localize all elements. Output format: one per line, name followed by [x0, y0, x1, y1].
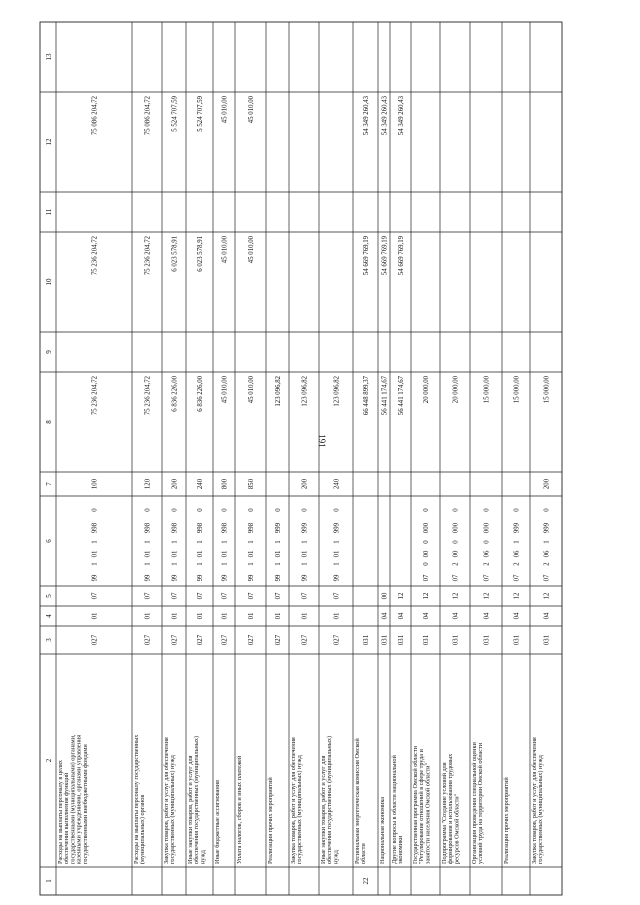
cell-code-part: 06	[513, 550, 521, 558]
column-number: 7	[45, 482, 53, 486]
column-number: 4	[45, 614, 53, 618]
column-number: 3	[45, 638, 53, 642]
cell-code-part: 1	[543, 540, 551, 544]
cell-c7: 800	[221, 478, 229, 490]
cell-c5: 07	[91, 592, 99, 600]
cell-amount-c8: 20 000,00	[423, 376, 430, 404]
cell-code-part: 06	[483, 550, 491, 558]
cell-code-part: 07	[452, 574, 460, 582]
column-number: 12	[45, 138, 53, 146]
cell-code-part: 99	[171, 574, 179, 582]
cell-c5: 07	[301, 592, 309, 600]
cell-c3: 027	[275, 634, 282, 646]
cell-code-part: 1	[275, 540, 282, 544]
cell-code-part: 0	[91, 508, 99, 512]
row-description: Расходы на выплаты персоналу в целях	[57, 760, 64, 864]
row-description: обеспечения государственных (муниципальных)	[193, 735, 201, 864]
cell-code-part: 99	[333, 574, 341, 582]
cell-c4: 01	[91, 612, 99, 620]
column-number: 8	[45, 420, 53, 424]
cell-amount-c10: 6 023 578,91	[171, 236, 179, 272]
cell-c4: 04	[398, 612, 405, 620]
cell-c5: 07	[171, 592, 179, 600]
row-description: нужд	[332, 850, 340, 864]
cell-code-part: 0	[171, 508, 179, 512]
cell-code-part: 1	[333, 562, 341, 566]
cell-code-part: 2	[513, 562, 521, 566]
cell-amount-c12: 45 010,00	[248, 96, 255, 124]
row-description: государственными (муниципальными) органами,	[69, 734, 77, 864]
cell-code-part: 0	[333, 508, 341, 512]
cell-code-part: 99	[221, 574, 229, 582]
row-description: Иные закупки товаров, работ и услуг для	[187, 755, 194, 864]
row-description: Государственная программа Омской области	[412, 746, 419, 864]
cell-c3: 031	[543, 634, 551, 646]
row-description: Иные закупки товаров, работ и услуг для	[320, 755, 327, 864]
cell-code-part: 2	[452, 562, 460, 566]
cell-amount-c8: 45 010,00	[221, 376, 229, 404]
cell-c5: 12	[483, 592, 491, 600]
column-number: 2	[45, 758, 53, 763]
cell-code-part: 99	[248, 574, 255, 582]
cell-code-part: 0	[423, 508, 430, 512]
cell-amount-c8: 45 010,00	[248, 376, 255, 404]
cell-c4: 04	[513, 612, 521, 620]
cell-code-part: 000	[423, 522, 430, 534]
cell-code-part: 99	[301, 574, 309, 582]
cell-code-part: 0	[197, 508, 204, 512]
cell-code-part: 99	[197, 574, 204, 582]
row-description: государственными внебюджетными фондами	[81, 744, 89, 864]
cell-amount-c12: 54 349 260,43	[381, 96, 389, 136]
cell-code-part: 0	[423, 540, 430, 544]
row-description: формирования и использования трудовых	[447, 753, 455, 864]
column-number: 1	[45, 879, 53, 883]
row-description: условий труда на территории Омской области	[477, 742, 485, 864]
cell-c3: 027	[333, 634, 341, 646]
cell-c5: 12	[513, 592, 521, 600]
cell-code-part: 01	[333, 550, 341, 558]
cell-c4: 01	[221, 612, 229, 620]
table-grid	[40, 22, 562, 895]
cell-amount-c8: 6 836 226,00	[171, 376, 179, 412]
cell-c3: 027	[301, 634, 309, 646]
cell-amount-c8: 56 441 174,67	[398, 376, 405, 416]
cell-c7: 240	[197, 478, 204, 490]
row-description: Другие вопросы в области национальной	[391, 755, 398, 864]
cell-code-part: 1	[171, 540, 179, 544]
cell-c3: 027	[221, 634, 229, 646]
cell-c4: 01	[275, 612, 282, 620]
cell-amount-c10: 54 669 769,19	[381, 236, 389, 276]
cell-amount-c10: 75 236 204,72	[91, 236, 99, 276]
cell-amount-c12: 5 524 707,59	[171, 96, 179, 132]
cell-c4: 04	[423, 612, 430, 620]
row-description: Подпрограмма "Создание условий для	[441, 762, 448, 864]
cell-code-part: 1	[333, 540, 341, 544]
row-description: обеспечения выполнения функций	[63, 772, 71, 864]
cell-c7: 200	[171, 478, 179, 490]
cell-code-part: 999	[301, 522, 309, 534]
cell-c5: 12	[398, 592, 405, 600]
cell-c7: 100	[91, 478, 99, 490]
cell-code-part: 0	[513, 508, 521, 512]
cell-c5: 12	[423, 592, 430, 600]
cell-code-part: 1	[221, 562, 229, 566]
cell-amount-c12: 54 349 260,43	[398, 96, 405, 136]
cell-code-part: 999	[275, 522, 282, 534]
cell-amount-c8: 56 441 174,67	[381, 376, 389, 416]
row-description: Национальная экономика	[379, 796, 386, 864]
row-description: Иные бюджетные ассигнования	[214, 780, 221, 864]
cell-c4: 01	[301, 612, 309, 620]
cell-c4: 04	[452, 612, 460, 620]
cell-c7: 850	[248, 478, 255, 490]
cell-code-part: 99	[144, 574, 152, 582]
cell-code-part: 0	[301, 508, 309, 512]
cell-amount-c10: 54 669 769,19	[398, 236, 405, 276]
cell-c4: 01	[144, 612, 152, 620]
cell-code-part: 1	[301, 540, 309, 544]
cell-c3: 027	[144, 634, 152, 646]
row-description: Закупка товаров, работ и услуг для обеспечения	[290, 737, 297, 864]
cell-code-part: 1	[221, 540, 229, 544]
row-description: Региональная энергетическая комиссия Омской	[354, 738, 361, 864]
cell-c5: 12	[543, 592, 551, 600]
cell-amount-c12: 45 010,00	[221, 96, 229, 124]
cell-c5: 07	[221, 592, 229, 600]
cell-c5: 07	[197, 592, 204, 600]
cell-c4: 04	[381, 612, 389, 620]
cell-amount-c12: 5 524 707,59	[197, 96, 204, 132]
row-description: экономики	[397, 835, 405, 864]
cell-amount-c8: 15 000,00	[513, 376, 521, 404]
cell-code-part: 01	[275, 550, 282, 558]
cell-c3: 031	[513, 634, 521, 646]
cell-code-part: 1	[91, 540, 99, 544]
cell-code-part: 01	[248, 550, 255, 558]
row-description: Расходы на выплаты персоналу государственных	[133, 734, 140, 864]
cell-code-part: 00	[452, 550, 460, 558]
cell-code-part: 07	[513, 574, 521, 582]
cell-code-part: 998	[248, 522, 255, 534]
cell-code-part: 1	[197, 562, 204, 566]
cell-amount-c8: 123 096,82	[333, 376, 341, 407]
cell-code-part: 1	[248, 540, 255, 544]
cell-code-part: 0	[452, 508, 460, 512]
row-description: государственных (муниципальных) нужд	[296, 755, 304, 864]
cell-code-part: 07	[483, 574, 491, 582]
cell-code-part: 00	[423, 550, 430, 558]
cell-code-part: 0	[221, 508, 229, 512]
cell-amount-c8: 123 096,82	[275, 376, 282, 407]
cell-code-part: 998	[91, 522, 99, 534]
row-description: нужд	[199, 850, 207, 864]
row-description: Уплата налогов, сборов и иных платежей	[236, 755, 243, 864]
column-number: 10	[45, 278, 53, 286]
cell-amount-c10: 6 023 578,91	[197, 236, 204, 272]
cell-code-part: 1	[513, 540, 521, 544]
row-description: Организация проведения специальной оценки	[471, 742, 478, 864]
cell-code-part: 01	[91, 550, 99, 558]
cell-c3: 027	[171, 634, 179, 646]
cell-c7: 200	[543, 478, 551, 490]
cell-amount-c10: 75 236 204,72	[144, 236, 152, 276]
row-description: (муниципальных) органов	[139, 794, 147, 864]
row-description: государственных (муниципальных) нужд	[169, 755, 177, 864]
cell-amount-c8: 15 000,00	[543, 376, 551, 404]
cell-code-part: 000	[452, 522, 460, 534]
cell-amount-c12: 75 086 204,72	[91, 96, 99, 136]
column-number: 11	[45, 208, 53, 216]
row-number: 22	[362, 877, 370, 885]
row-description: области	[360, 843, 368, 864]
cell-amount-c10: 54 669 769,19	[363, 236, 370, 276]
cell-code-part: 998	[221, 522, 229, 534]
cell-amount-c8: 66 448 899,37	[363, 376, 370, 416]
cell-code-part: 0	[543, 508, 551, 512]
cell-code-part: 0	[483, 540, 491, 544]
cell-c3: 031	[423, 634, 430, 646]
cell-code-part: 998	[144, 522, 152, 534]
cell-c3: 031	[381, 634, 389, 646]
cell-code-part: 998	[197, 522, 204, 534]
cell-code-part: 1	[171, 562, 179, 566]
cell-code-part: 1	[144, 562, 152, 566]
column-number: 9	[45, 350, 53, 354]
cell-amount-c12: 54 349 260,43	[363, 96, 370, 136]
cell-code-part: 01	[301, 550, 309, 558]
row-description: обеспечения государственных (муниципальных)	[326, 735, 334, 864]
cell-code-part: 998	[171, 522, 179, 534]
cell-code-part: 99	[275, 574, 282, 582]
cell-code-part: 0	[275, 508, 282, 512]
cell-code-part: 999	[543, 522, 551, 534]
row-description: Закупка товаров, работ и услуг для обеспечения	[163, 737, 170, 864]
cell-c7: 120	[144, 478, 152, 490]
cell-code-part: 0	[483, 508, 491, 512]
cell-code-part: 0	[452, 540, 460, 544]
cell-code-part: 06	[543, 550, 551, 558]
cell-code-part: 1	[144, 540, 152, 544]
cell-c5: 12	[452, 592, 460, 600]
cell-c5: 07	[275, 592, 282, 600]
cell-code-part: 99	[91, 574, 99, 582]
cell-c5: 07	[333, 592, 341, 600]
cell-amount-c12: 75 086 204,72	[144, 96, 152, 136]
cell-code-part: 07	[543, 574, 551, 582]
cell-amount-c8: 20 000,00	[452, 376, 460, 404]
cell-code-part: 2	[543, 562, 551, 566]
page-number: 191	[317, 434, 327, 448]
cell-c4: 04	[483, 612, 491, 620]
cell-code-part: 1	[301, 562, 309, 566]
row-description: "Регулирование отношений в сфере труда и	[418, 749, 426, 864]
cell-c3: 031	[363, 634, 370, 646]
cell-code-part: 0	[144, 508, 152, 512]
cell-amount-c8: 6 836 226,00	[197, 376, 204, 412]
row-description: Закупка товаров, работ и услуг для обеспечения	[531, 737, 538, 864]
cell-code-part: 01	[144, 550, 152, 558]
column-number: 6	[45, 539, 53, 543]
row-description: Реализация прочих мероприятий	[503, 777, 510, 864]
column-number: 5	[45, 594, 53, 598]
row-description: ресурсов Омской области"	[453, 793, 461, 864]
row-description: занятости населения Омской области"	[424, 763, 432, 864]
row-description: Реализация прочих мероприятий	[267, 777, 274, 864]
cell-code-part: 2	[483, 562, 491, 566]
cell-code-part: 07	[423, 574, 430, 582]
cell-code-part: 1	[248, 562, 255, 566]
cell-c5: 00	[381, 592, 389, 600]
cell-code-part: 01	[197, 550, 204, 558]
cell-code-part: 0	[248, 508, 255, 512]
column-number: 13	[45, 53, 53, 61]
cell-c4: 04	[543, 612, 551, 620]
cell-code-part: 000	[483, 522, 491, 534]
cell-c4: 01	[248, 612, 255, 620]
cell-c3: 027	[248, 634, 255, 646]
cell-amount-c10: 45 010,00	[221, 236, 229, 264]
cell-code-part: 01	[221, 550, 229, 558]
cell-amount-c10: 45 010,00	[248, 236, 255, 264]
cell-amount-c8: 75 236 204,72	[144, 376, 152, 416]
cell-c4: 01	[171, 612, 179, 620]
cell-c4: 01	[197, 612, 204, 620]
cell-code-part: 999	[513, 522, 521, 534]
cell-amount-c8: 15 000,00	[483, 376, 491, 404]
cell-c3: 031	[398, 634, 405, 646]
cell-c7: 240	[333, 478, 341, 490]
cell-code-part: 1	[197, 540, 204, 544]
cell-c5: 07	[248, 592, 255, 600]
cell-c3: 027	[197, 634, 204, 646]
cell-code-part: 1	[91, 562, 99, 566]
cell-c7: 200	[301, 478, 309, 490]
row-description: государственных (муниципальных) нужд	[537, 755, 545, 864]
cell-amount-c8: 75 236 204,72	[91, 376, 99, 416]
cell-amount-c8: 123 096,82	[301, 376, 309, 407]
cell-c3: 027	[91, 634, 99, 646]
cell-code-part: 999	[333, 522, 341, 534]
cell-c5: 07	[144, 592, 152, 600]
row-description: казенными учреждениями, органами управления	[75, 734, 83, 864]
cell-code-part: 01	[171, 550, 179, 558]
cell-c3: 031	[452, 634, 460, 646]
cell-c4: 01	[333, 612, 341, 620]
cell-c3: 031	[483, 634, 491, 646]
cell-code-part: 1	[275, 562, 282, 566]
cell-code-part: 0	[423, 562, 430, 566]
